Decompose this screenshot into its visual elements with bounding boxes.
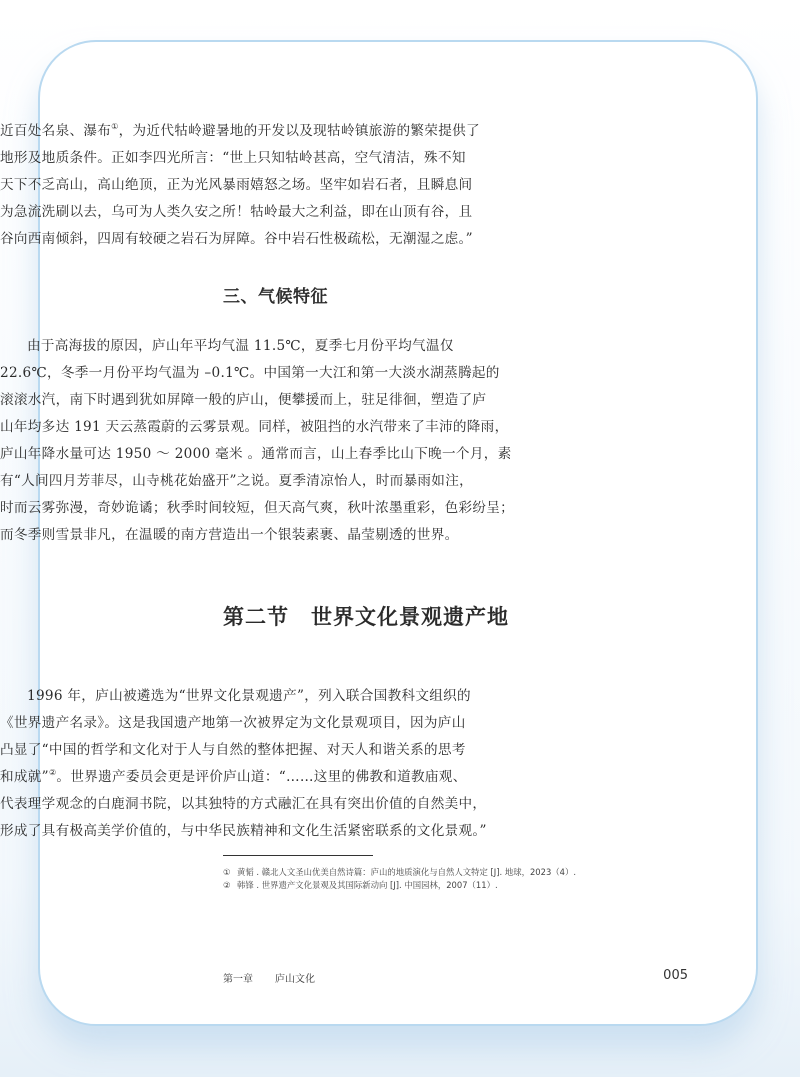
text-span: 。世界遗产委员会更是评价庐山道：“……这里的佛教和道教庙观、 [56,769,467,785]
paragraph-climate [0,333,515,549]
text-span: ，为近代牯岭避暑地的开发以及现牯岭镇旅游的繁荣提供了 [118,123,480,139]
text-line: 形成了具有极高美学价值的，与中华民族精神和文化生活紧密联系的文化景观。” [0,823,487,839]
text-line: 滚滚水汽，南下时遇到犹如屏障一般的庐山，便攀援而上，驻足徘徊，塑造了庐 [0,392,487,408]
footer-chapter-title: 庐山文化 [275,974,315,985]
text-span: 近百处名泉、瀑布 [0,123,112,139]
footnote-ref-2[interactable]: ② [48,768,57,777]
footnote-mark: ② [223,880,231,890]
text-line: 时而云雾弥漫，奇妙诡谲；秋季时间较短，但天高气爽，秋叶浓墨重彩，色彩纷呈； [0,500,515,516]
footnotes [223,866,688,892]
text-line: 22.6℃，冬季一月份平均气温为 –0.1℃。中国第一大江和第一大淡水湖蒸腾起的 [0,365,500,381]
text-line: 天下不乏高山，高山绝顶，正为光风暴雨嬉怒之场。坚牢如岩石者，且瞬息间 [0,177,473,193]
text-line [0,764,465,791]
text-line: 为急流洗刷以去，乌可为人类久安之所！牯岭最大之利益，即在山顶有谷，且 [0,204,473,220]
text-line: 而冬季则雪景非凡，在温暖的南方营造出一个银装素裹、晶莹剔透的世界。 [0,527,459,543]
footnote-text: 黄韬 . 赣北人文圣山优美自然诗篇：庐山的地质演化与自然人文特定 [J]. 地球，2023（4）. [237,867,577,877]
text-line: 由于高海拔的原因，庐山年平均气温 11.5℃，夏季七月份平均气温仅 [27,338,454,354]
text-line: 凸显了“中国的哲学和文化对于人与自然的整体把握、对天人和谐关系的思考 [0,742,466,758]
text-span: 和成就” [0,769,49,785]
text-line: 谷向西南倾斜，四周有较硬之岩石为屏障。谷中岩石性极疏松，无潮湿之虑。” [0,231,473,247]
paragraph-geology [0,118,480,253]
footnote-text: 韩锋 . 世界遗产文化景观及其国际新动向 [J]. 中国园林，2007（11）. [237,880,498,890]
text-line: 《世界遗产名录》。这是我国遗产地第一次被界定为文化景观项目，因为庐山 [0,715,466,731]
footnote-mark: ① [223,867,231,877]
text-line: 地形及地质条件。正如李四光所言：“世上只知牯岭甚高，空气清洁，殊不知 [0,150,466,166]
footnote-divider [223,855,373,856]
subsection-heading: 三、气候特征 [223,287,328,307]
text-line: 有“人间四月芳菲尽，山寺桃花始盛开”之说。夏季清凉怡人，时而暴雨如注， [0,473,473,489]
footnote-ref-1[interactable]: ① [111,122,119,131]
footnote-item [223,866,688,879]
text-line: 山年均多达 191 天云蒸霞蔚的云雾景观。同样，被阻挡的水汽带来了丰沛的降雨， [0,419,509,435]
text-line [0,118,480,145]
page-number: 005 [663,968,688,983]
footnote-item [223,879,688,892]
text-line: 代表理学观念的白鹿洞书院，以其独特的方式融汇在具有突出价值的自然美中， [0,796,487,812]
footer-chapter: 第一章 [223,974,253,985]
section-heading: 第二节 世界文化景观遗产地 [223,604,509,629]
paragraph-world-heritage [0,683,487,845]
text-line: 庐山年降水量可达 1950 ～ 2000 毫米 。通常而言，山上春季比山下晚一个月，素 [0,446,512,462]
text-line: 1996 年，庐山被遴选为“世界文化景观遗产”，列入联合国教科文组织的 [27,688,471,704]
